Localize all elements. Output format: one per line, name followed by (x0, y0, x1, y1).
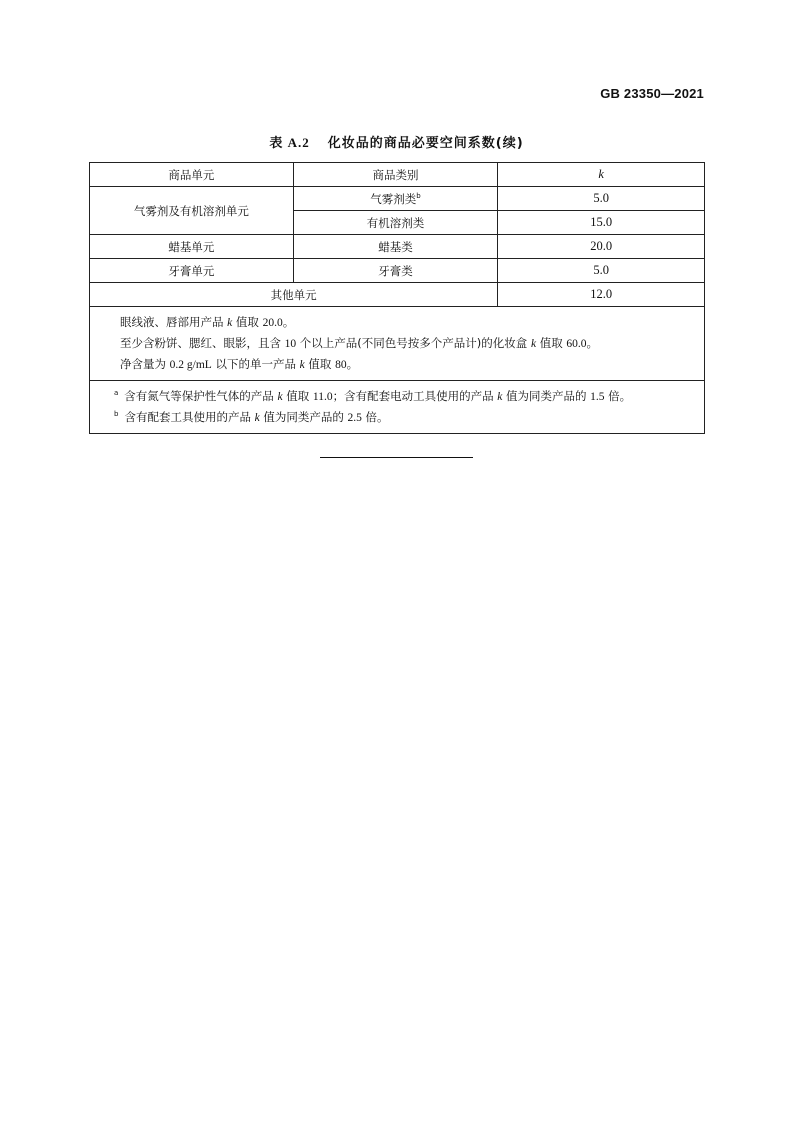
notes-row (90, 307, 705, 381)
unit-cell-toothpaste: 牙膏单元 (90, 259, 294, 283)
table-title: 化妆品的商品必要空间系数(续) (327, 136, 524, 151)
table-row (90, 259, 705, 283)
note-line-2: 至少含粉饼、腮红、眼影，且含 10 个以上产品(不同色号按多个产品计)的化妆盒 k 值取 60.0。 (120, 336, 598, 350)
unit-cell-aerosol: 气雾剂及有机溶剂单元 (90, 187, 294, 235)
category-cell-aerosol (293, 187, 498, 211)
unit-cell-other: 其他单元 (90, 283, 498, 307)
column-header-unit: 商品单元 (90, 163, 294, 187)
table-row (90, 235, 705, 259)
table-row (90, 283, 705, 307)
k-value-cell: 20.0 (498, 235, 705, 259)
note-line-1: 眼线液、唇部用产品 k 值取 20.0。 (120, 315, 295, 329)
table-number: 表 A.2 (269, 135, 310, 150)
column-header-category: 商品类别 (293, 163, 498, 187)
k-value-cell: 5.0 (498, 259, 705, 283)
footnote-a: $^a$ 含有氮气等保护性气体的产品 k 值取 11.0；含有配套电动工具使用的产品 k 值为同类产品的 1.5 倍。 (114, 389, 632, 403)
category-cell-solvent: 有机溶剂类 (293, 211, 498, 235)
footnote-b: $^b$ 含有配套工具使用的产品 k 值为同类产品的 2.5 倍。 (114, 410, 389, 424)
note-line-3: 净含量为 0.2 g/mL 以下的单一产品 k 值取 80。 (120, 357, 359, 371)
column-header-k: k (498, 163, 705, 187)
category-label: 气雾剂类 (370, 191, 417, 206)
footnotes-cell (90, 381, 705, 434)
coefficient-table (89, 162, 705, 434)
end-of-document-rule (320, 457, 473, 458)
unit-cell-wax: 蜡基单元 (90, 235, 294, 259)
table-row (90, 187, 705, 211)
k-value-cell: 15.0 (498, 211, 705, 235)
notes-cell (90, 307, 705, 381)
category-cell-toothpaste: 牙膏类 (293, 259, 498, 283)
table-header-row (90, 163, 705, 187)
table-caption (0, 132, 793, 151)
footnote-marker-b: b (416, 191, 421, 200)
footnote-mark-b: b (114, 410, 119, 419)
k-value-cell: 12.0 (498, 283, 705, 307)
footnotes-row (90, 381, 705, 434)
category-cell-wax: 蜡基类 (293, 235, 498, 259)
footnote-mark-a: a (114, 389, 119, 398)
k-value-cell: 5.0 (498, 187, 705, 211)
standard-code: GB 23350—2021 (600, 86, 704, 101)
